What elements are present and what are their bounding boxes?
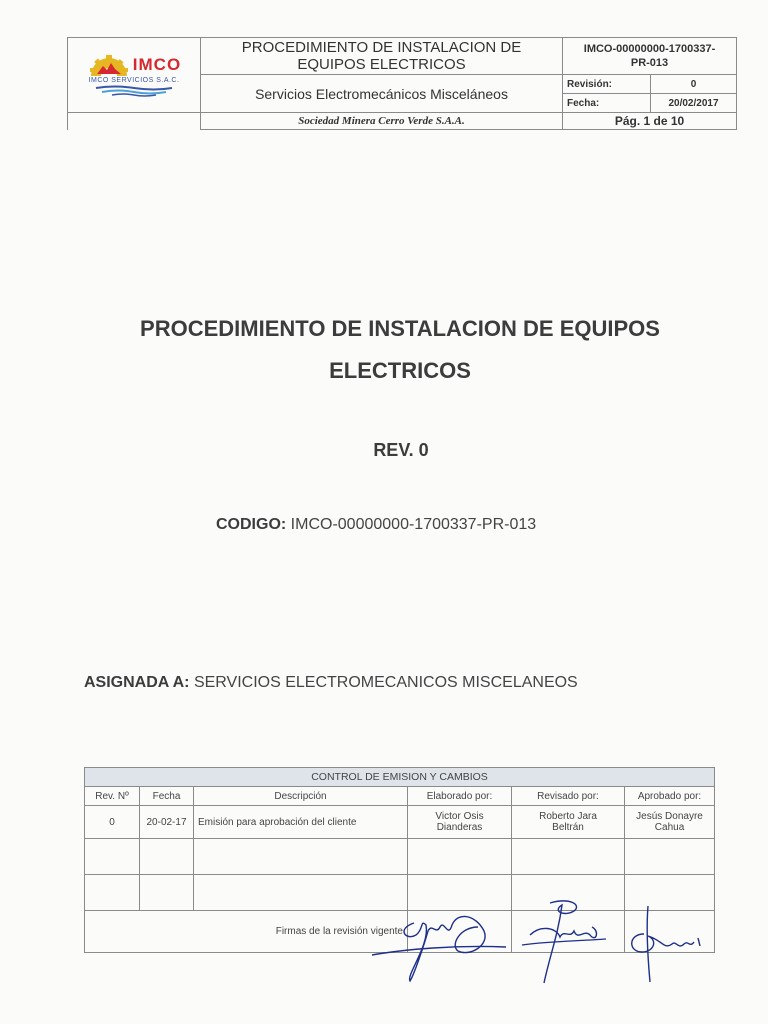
page-number: Pág. 1 de 10	[563, 113, 737, 130]
control-table-title: CONTROL DE EMISION Y CAMBIOS	[85, 768, 715, 787]
header-title	[201, 38, 563, 75]
header-company: Servicios Electromecánicos Misceláneos	[201, 75, 563, 113]
control-table	[84, 767, 715, 953]
row-elaborado-line1: Victor Osis	[435, 811, 484, 822]
column-header-elaborado: Elaborado por:	[408, 787, 512, 806]
column-header-fecha: Fecha	[140, 787, 194, 806]
column-header-aprobado: Aprobado por:	[625, 787, 715, 806]
company-logo	[68, 54, 200, 97]
revision-value: 0	[651, 75, 737, 94]
header-code-line1: IMCO-00000000-1700337-	[583, 43, 716, 55]
column-header-revisado: Revisado por:	[512, 787, 625, 806]
logo-name: IMCO	[132, 54, 182, 74]
column-header-rev: Rev. Nº	[85, 787, 140, 806]
logo-subtitle: IMCO SERVICIOS S.A.C.	[88, 76, 180, 84]
table-row	[85, 806, 715, 839]
signature-cell-elaborado	[408, 911, 512, 953]
document-title-line2: ELECTRICOS	[329, 358, 471, 383]
header-title-line2: EQUIPOS ELECTRICOS	[297, 56, 466, 73]
logo-cell-spacer	[68, 113, 201, 130]
code-value: IMCO-00000000-1700337-PR-013	[290, 516, 537, 533]
header-title-line1: PROCEDIMIENTO DE INSTALACION DE	[241, 39, 522, 56]
row-revisado-line2: Beltrán	[552, 822, 584, 833]
header-client: Sociedad Minera Cerro Verde S.A.A.	[201, 113, 563, 130]
table-row	[85, 875, 715, 911]
signature-row	[85, 911, 715, 953]
row-revisado-line1: Roberto Jara	[539, 811, 597, 822]
signatures-label: Firmas de la revisión vigente	[85, 911, 408, 953]
row-revisado	[512, 806, 625, 839]
signature-cell-aprobado	[625, 911, 715, 953]
row-descripcion: Emisión para aprobación del cliente	[194, 806, 408, 839]
document-title	[60, 308, 740, 392]
code-line	[216, 516, 536, 534]
revision-label: Revisión:	[563, 75, 651, 94]
row-aprobado-line2: Cahua	[654, 822, 685, 833]
table-row	[85, 839, 715, 875]
header-code-line2: PR-013	[630, 57, 669, 69]
header-code	[563, 38, 737, 75]
row-aprobado-line1: Jesús Donayre	[636, 811, 703, 822]
signature-cell-revisado	[512, 911, 625, 953]
gear-icon	[87, 54, 131, 76]
row-elaborado	[408, 806, 512, 839]
logo-cell	[68, 38, 201, 113]
row-elaborado-line2: Dianderas	[436, 822, 483, 833]
row-rev: 0	[85, 806, 140, 839]
revision-heading: REV. 0	[373, 440, 429, 460]
assigned-line	[84, 674, 578, 692]
assigned-value: SERVICIOS ELECTROMECANICOS MISCELANEOS	[193, 674, 578, 691]
date-value: 20/02/2017	[651, 94, 737, 113]
date-label: Fecha:	[563, 94, 651, 113]
assigned-label: ASIGNADA A:	[84, 674, 190, 691]
document-title-line1: PROCEDIMIENTO DE INSTALACION DE EQUIPOS	[140, 316, 660, 341]
waves-icon	[94, 85, 174, 97]
code-label: CODIGO:	[216, 516, 287, 533]
row-fecha: 20-02-17	[140, 806, 194, 839]
header-table	[67, 37, 737, 130]
row-aprobado	[625, 806, 715, 839]
column-header-descripcion: Descripción	[194, 787, 408, 806]
